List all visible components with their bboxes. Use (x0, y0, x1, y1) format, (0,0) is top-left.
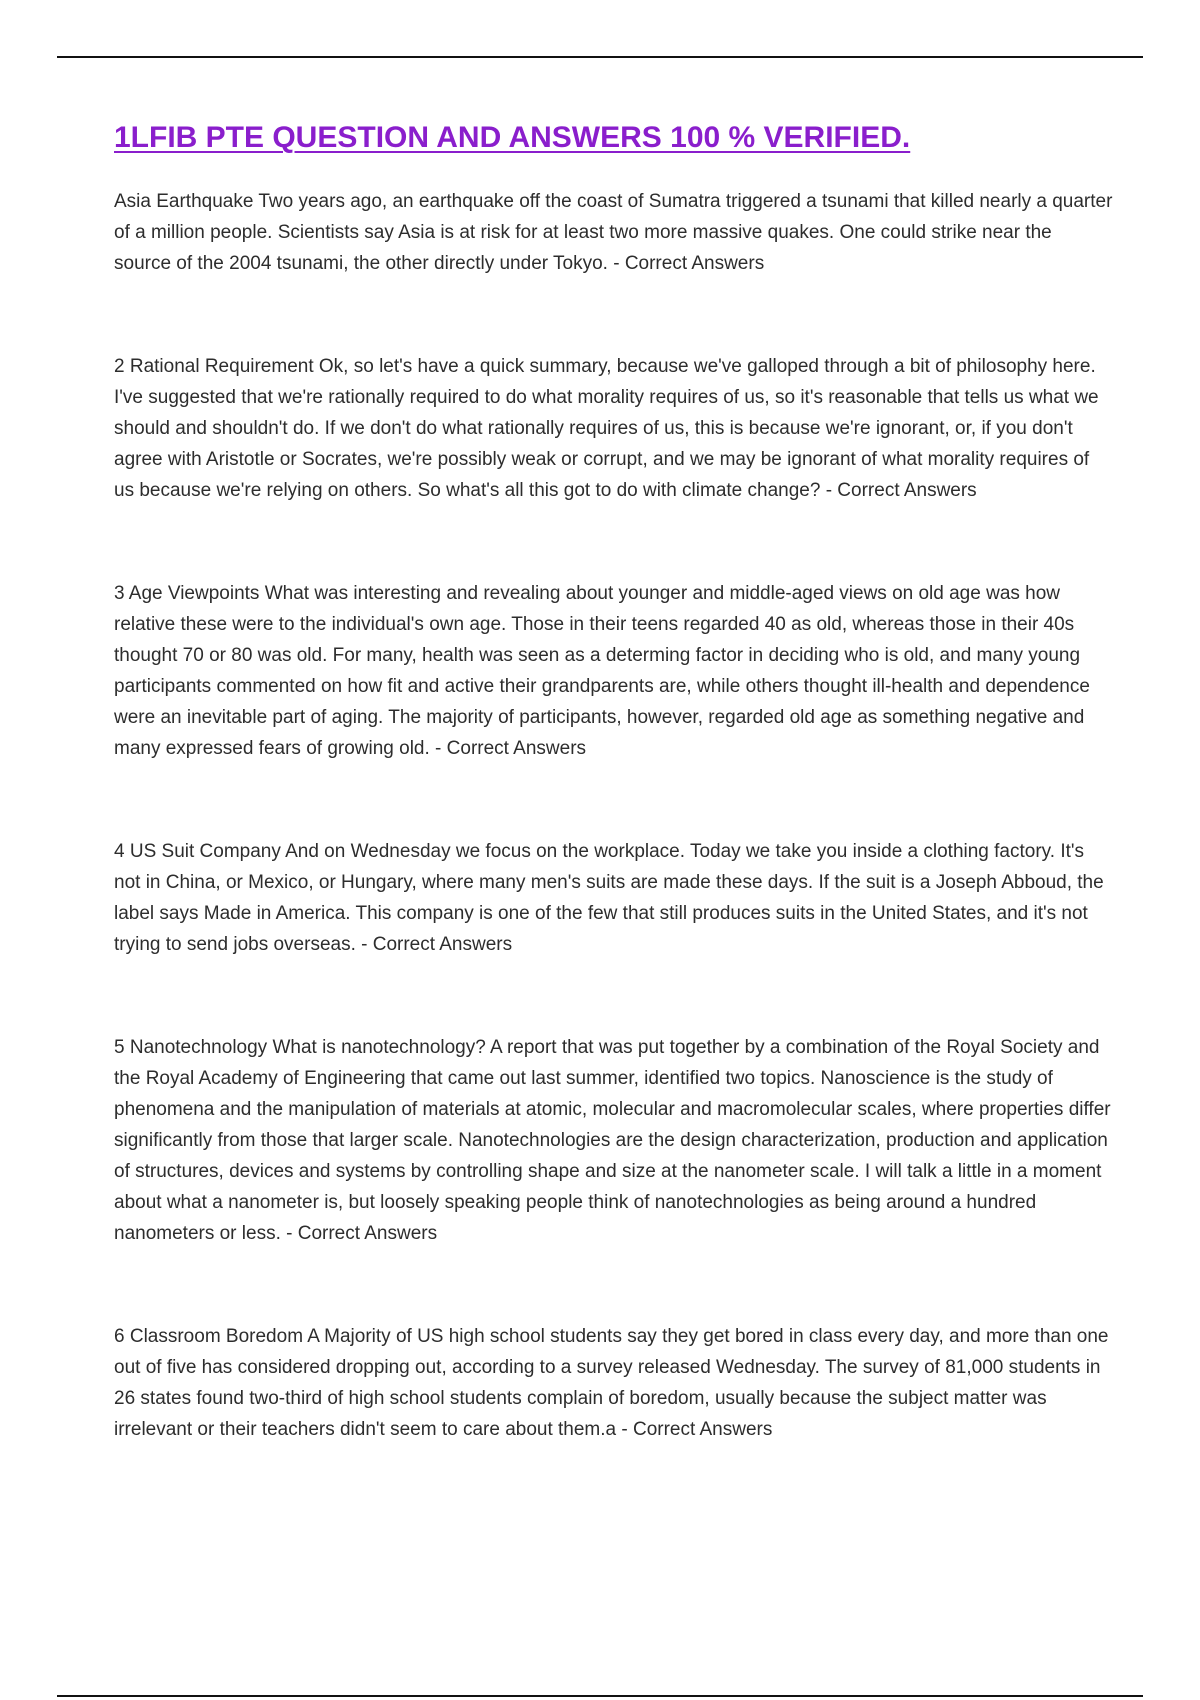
document-title: 1LFIB PTE QUESTION AND ANSWERS 100 % VERIFIED. (114, 121, 911, 154)
document-body (114, 118, 1114, 1517)
qa-item-1 (114, 186, 1114, 279)
qa-item-text: Asia Earthquake Two years ago, an earthquake off the coast of Sumatra triggered a tsunami that killed nearly a quarter of a million people. Scientists say Asia is at risk for at least two more massive quakes. One could strike near the source of the 2004 tsunami, the other directly under Tokyo. - Correct Answers (114, 191, 1113, 274)
qa-item-2 (114, 351, 1114, 506)
bottom-rule (57, 1695, 1143, 1697)
qa-item-text: 4 US Suit Company And on Wednesday we focus on the workplace. Today we take you inside a clothing factory. It's not in China, or Mexico, or Hungary, where many men's suits are made these days. If the suit is a Joseph Abboud, the label says Made in America. This company is one of the few that still produces suits in the United States, and it's not trying to send jobs overseas. - Correct Answers (114, 841, 1104, 955)
qa-item-text: 5 Nanotechnology What is nanotechnology? A report that was put together by a combination of the Royal Society and the Royal Academy of Engineering that came out last summer, identified two topics. Nanoscience is the study of phenomena and the manipulation of materials at atomic, molecular and macromolecular scales, where properties differ significantly from those that larger scale. Nanotechnologies are the design characterization, production and application of structures, devices and systems by controlling shape and size at the nanometer scale. I will talk a little in a moment about what a nanometer is, but loosely speaking people think of nanotechnologies as being around a hundred nanometers or less. - Correct Answers (114, 1037, 1111, 1244)
qa-item-4 (114, 836, 1114, 960)
qa-item-3 (114, 578, 1114, 764)
qa-item-text: 2 Rational Requirement Ok, so let's have a quick summary, because we've galloped through a bit of philosophy here. I've suggested that we're rationally required to do what morality requires of us, so it's reasonable that tells us what we should and shouldn't do. If we don't do what rationally requires of us, this is because we're ignorant, or, if you don't agree with Aristotle or Socrates, we're possibly weak or corrupt, and we may be ignorant of what morality requires of us because we're relying on others. So what's all this got to do with climate change? - Correct Answers (114, 356, 1099, 501)
qa-item-text: 3 Age Viewpoints What was interesting and revealing about younger and middle-aged views on old age was how relative these were to the individual's own age. Those in their teens regarded 40 as old, whereas those in their 40s thought 70 or 80 was old. For many, health was seen as a determing factor in deciding who is old, and many young participants commented on how fit and active their grandparents are, while others thought ill-health and dependence were an inevitable part of aging. The majority of participants, however, regarded old age as something negative and many expressed fears of growing old. - Correct Answers (114, 583, 1090, 759)
top-rule (57, 56, 1143, 58)
qa-item-6 (114, 1321, 1114, 1445)
qa-item-text: 6 Classroom Boredom A Majority of US high school students say they get bored in class every day, and more than one out of five has considered dropping out, according to a survey released Wednesday. The survey of 81,000 students in 26 states found two-third of high school students complain of boredom, usually because the subject matter was irrelevant or their teachers didn't seem to care about them.a - Correct Answers (114, 1326, 1109, 1440)
qa-item-5 (114, 1032, 1114, 1249)
